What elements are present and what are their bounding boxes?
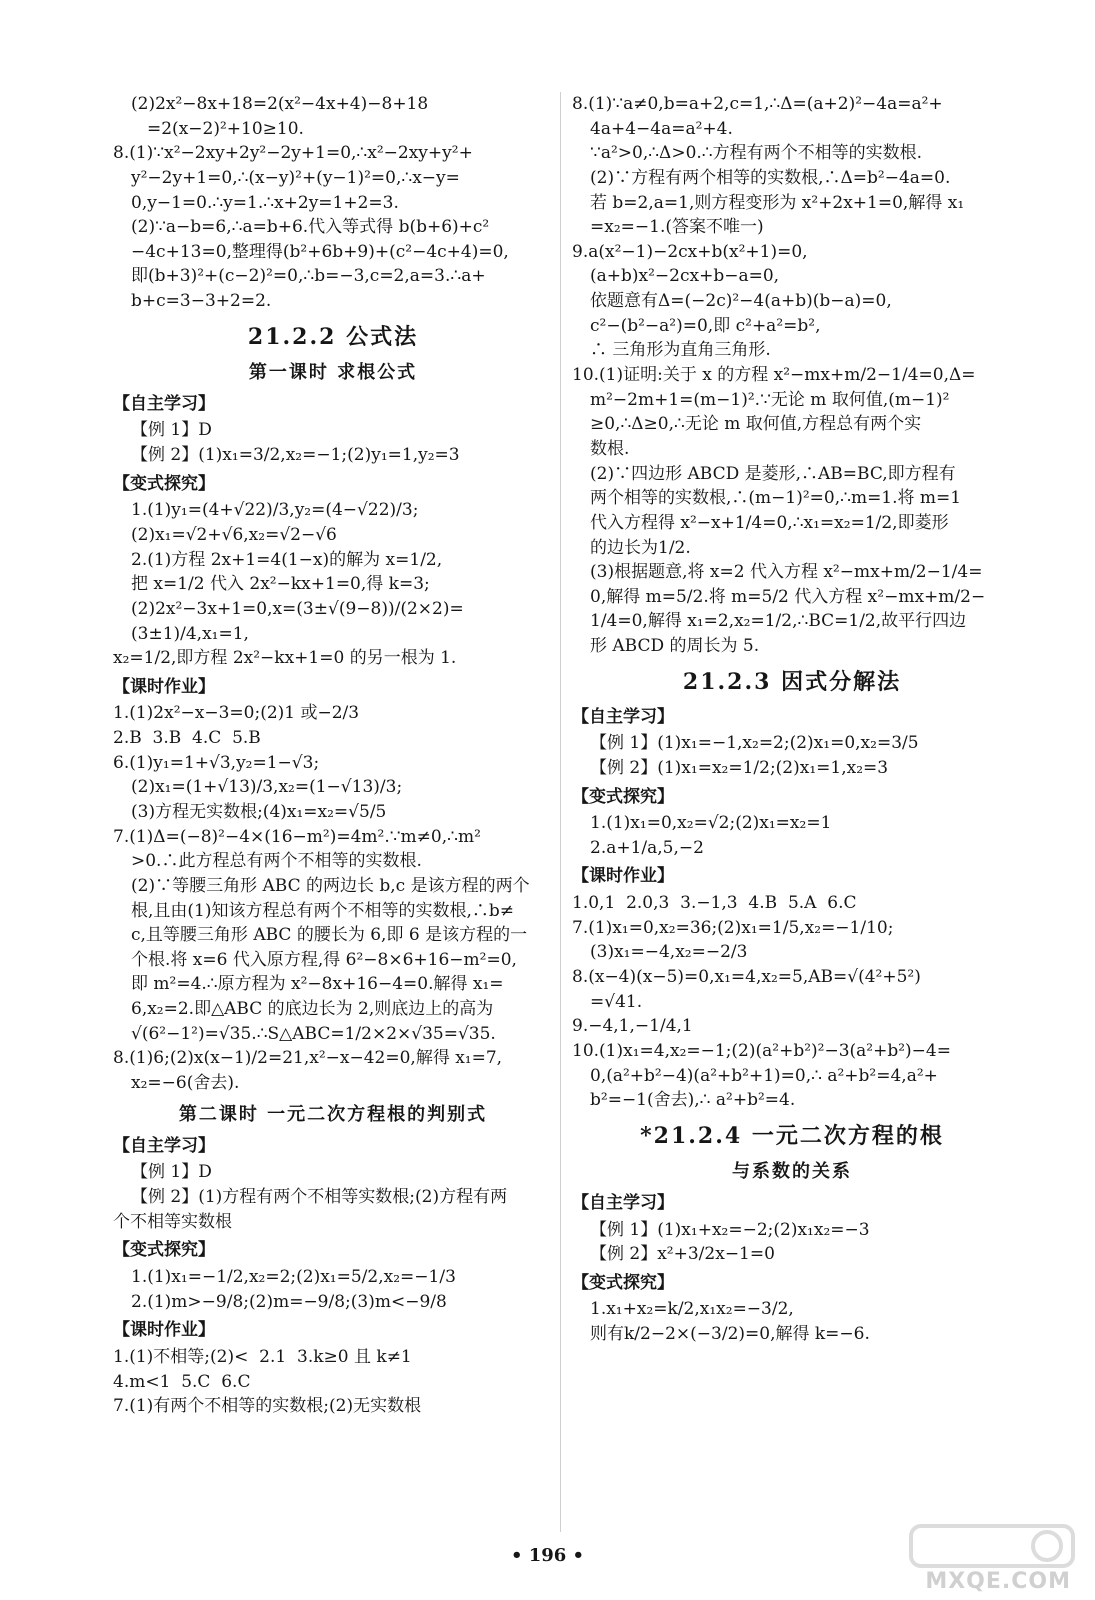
- section-tag: 【变式探究】: [113, 473, 215, 494]
- answer-line: 若 b=2,a=1,则方程变形为 x²+2x+1=0,解得 x₁: [590, 192, 965, 213]
- answer-line: =2(x−2)²+10≥10.: [147, 118, 304, 139]
- answer-line: =√41.: [590, 991, 643, 1012]
- answer-line: 7.(1)x₁=0,x₂=36;(2)x₁=1/5,x₂=−1/10;: [572, 917, 894, 938]
- lesson-title: 第二课时 一元二次方程根的判别式: [178, 1103, 488, 1125]
- answer-line: 【例 1】D: [131, 1162, 212, 1183]
- answer-line: (2)∵等腰三角形 ABC 的两边长 b,c 是该方程的两个: [131, 875, 530, 896]
- answer-line: 2.a+1/a,5,−2: [590, 837, 704, 858]
- answer-line: y²−2y+1=0,∴(x−y)²+(y−1)²=0,∴x−y=: [131, 167, 460, 188]
- answer-line: 【例 1】(1)x₁=−1,x₂=2;(2)x₁=0,x₂=3/5: [590, 733, 919, 754]
- page-number: • 196 •: [510, 1545, 585, 1566]
- answer-line: 8.(1)6;(2)x(x−1)/2=21,x²−x−42=0,解得 x₁=7,: [113, 1048, 503, 1069]
- answer-line: (3)方程无实数根;(4)x₁=x₂=√5/5: [131, 802, 387, 822]
- answer-line: (2)∵a−b=6,∴a=b+6.代入等式得 b(b+6)+c²: [131, 217, 490, 238]
- answer-line: √(6²−1²)=√35.∴S△ABC=1/2×2×√35=√35.: [131, 1023, 496, 1044]
- section-tag: 【自主学习】: [572, 1192, 674, 1213]
- answer-line: 7.(1)有两个不相等的实数根;(2)无实数根: [113, 1396, 422, 1417]
- answer-line: 9.−4,1,−1/4,1: [572, 1016, 693, 1037]
- answer-line: 代入方程得 x²−x+1/4=0,∴x₁=x₂=1/2,即菱形: [590, 512, 949, 533]
- answer-line: b+c=3−3+2=2.: [131, 291, 272, 312]
- answer-line: 数根.: [590, 438, 630, 459]
- answer-line: 根,且由(1)知该方程总有两个不相等的实数根,∴b≠: [131, 900, 515, 921]
- answer-line: 0,y−1=0.∴y=1.∴x+2y=1+2=3.: [131, 192, 399, 213]
- answer-line: 2.(1)方程 2x+1=4(1−x)的解为 x=1/2,: [131, 549, 443, 570]
- answer-line: 【例 2】(1)x₁=3/2,x₂=−1;(2)y₁=1,y₂=3: [131, 445, 460, 466]
- answer-line: 6.(1)y₁=1+√3,y₂=1−√3;: [113, 752, 320, 773]
- answer-line: 1.(1)x₁=0,x₂=√2;(2)x₁=x₂=1: [590, 813, 832, 834]
- section-title: *21.2.4 一元二次方程的根: [640, 1122, 944, 1149]
- answer-line: (2)x₁=√2+√6,x₂=√2−√6: [131, 524, 337, 545]
- answer-line: x₂=1/2,即方程 2x²−kx+1=0 的另一根为 1.: [113, 648, 457, 669]
- answer-line: ∵a²>0,∴Δ>0.∴方程有两个不相等的实数根.: [590, 143, 923, 164]
- lesson-title: 与系数的关系: [732, 1160, 852, 1182]
- answer-line: (2)2x²−3x+1=0,x=(3±√(9−8))/(2×2)=(3±1)/4,x₁=1,: [131, 598, 464, 644]
- answer-line: 两个相等的实数根,∴(m−1)²=0,∴m=1.将 m=1: [590, 488, 962, 509]
- answer-line: x₂=−6(舍去).: [131, 1073, 240, 1094]
- section-tag: 【变式探究】: [113, 1240, 215, 1261]
- section-tag: 【自主学习】: [572, 706, 674, 727]
- answer-line: 1.(1)不相等;(2)< 2.1 3.k≥0 且 k≠1: [113, 1346, 412, 1367]
- answer-line: 7.(1)Δ=(−8)²−4×(16−m²)=4m².∵m≠0,∴m²: [113, 826, 481, 847]
- answer-line: c²−(b²−a²)=0,即 c²+a²=b²,: [590, 315, 821, 336]
- answer-line: 依题意有Δ=(−2c)²−4(a+b)(b−a)=0,: [590, 291, 892, 312]
- section-tag: 【课时作业】: [572, 866, 674, 887]
- column-divider: [560, 92, 561, 1532]
- section-title: 21.2.3 因式分解法: [682, 668, 902, 695]
- answer-line: 个根.将 x=6 代入原方程,得 6²−8×6+16−m²=0,: [131, 949, 517, 970]
- answer-line: 1.(1)y₁=(4+√22)/3,y₂=(4−√22)/3;: [131, 500, 419, 521]
- answer-line: 1.(1)x₁=−1/2,x₂=2;(2)x₁=5/2,x₂=−1/3: [131, 1266, 456, 1287]
- section-title: 21.2.2 公式法: [247, 323, 419, 350]
- answer-line: 2.(1)m>−9/8;(2)m=−9/8;(3)m<−9/8: [131, 1291, 447, 1312]
- answer-line: 8.(x−4)(x−5)=0,x₁=4,x₂=5,AB=√(4²+5²): [572, 967, 921, 988]
- answer-line: 6,x₂=2.即△ABC 的底边长为 2,则底边上的高为: [131, 999, 494, 1020]
- answer-line: 个不相等实数根: [113, 1211, 232, 1232]
- answer-line: ≥0,∴Δ≥0,∴无论 m 取何值,方程总有两个实: [590, 414, 922, 435]
- answer-line: (2)∵四边形 ABCD 是菱形,∴AB=BC,即方程有: [590, 463, 956, 484]
- answer-line: 10.(1)x₁=4,x₂=−1;(2)(a²+b²)²−3(a²+b²)−4=: [572, 1040, 951, 1061]
- answer-line: −4c+13=0,整理得(b²+6b+9)+(c²−4c+4)=0,: [131, 241, 509, 262]
- answer-line: 【例 1】D: [131, 420, 212, 441]
- answer-line: (3)x₁=−4,x₂=−2/3: [590, 942, 748, 963]
- answer-line: 4.m<1 5.C 6.C: [113, 1371, 251, 1392]
- answer-line: 的边长为1/2.: [590, 537, 691, 558]
- answer-line: 【例 2】(1)方程有两个不相等实数根;(2)方程有两: [131, 1187, 508, 1208]
- answer-line: 2.B 3.B 4.C 5.B: [113, 728, 261, 749]
- answer-line: 1.x₁+x₂=k/2,x₁x₂=−3/2,: [590, 1299, 794, 1320]
- answer-line: 10.(1)证明:关于 x 的方程 x²−mx+m/2−1/4=0,Δ=: [572, 365, 976, 386]
- answer-line: 0,解得 m=5/2.将 m=5/2 代入方程 x²−mx+m/2−: [590, 586, 986, 607]
- answer-line: 4a+4−4a=a²+4.: [590, 118, 733, 139]
- section-tag: 【变式探究】: [572, 1272, 674, 1293]
- answer-line: 把 x=1/2 代入 2x²−kx+1=0,得 k=3;: [131, 574, 430, 595]
- answer-line: (2)∵方程有两个相等的实数根,∴Δ=b²−4a=0.: [590, 167, 951, 188]
- answer-line: 8.(1)∵x²−2xy+2y²−2y+1=0,∴x²−2xy+y²+: [113, 143, 473, 164]
- answer-line: c,且等腰三角形 ABC 的腰长为 6,即 6 是该方程的一: [131, 925, 528, 946]
- right-column: [572, 92, 1012, 1347]
- answer-line: 8.(1)∵a≠0,b=a+2,c=1,∴Δ=(a+2)²−4a=a²+: [572, 94, 943, 114]
- answer-line: 1.0,1 2.0,3 3.−1,3 4.B 5.A 6.C: [572, 893, 857, 914]
- answer-line: 0,(a²+b²−4)(a²+b²+1)=0,∴ a²+b²=4,a²+: [590, 1065, 938, 1086]
- section-tag: 【课时作业】: [113, 676, 215, 697]
- answer-line: 【例 2】x²+3/2x−1=0: [590, 1244, 775, 1265]
- answer-line: (3)根据题意,将 x=2 代入方程 x²−mx+m/2−1/4=: [590, 562, 983, 583]
- answer-line: (2)x₁=(1+√13)/3,x₂=(1−√13)/3;: [131, 777, 403, 798]
- answer-line: 9.a(x²−1)−2cx+b(x²+1)=0,: [572, 241, 808, 262]
- answer-line: 即 m²=4.∴原方程为 x²−8x+16−4=0.解得 x₁=: [131, 974, 504, 995]
- answer-line: ∴ 三角形为直角三角形.: [590, 340, 771, 361]
- section-tag: 【变式探究】: [572, 786, 674, 807]
- answer-line: 形 ABCD 的周长为 5.: [590, 636, 760, 657]
- answer-line: m²−2m+1=(m−1)².∵无论 m 取何值,(m−1)²: [590, 389, 950, 410]
- section-tag: 【自主学习】: [113, 1135, 215, 1156]
- answer-line: =x₂=−1.(答案不唯一): [590, 217, 764, 238]
- answer-line: b²=−1(舍去),∴ a²+b²=4.: [590, 1090, 796, 1111]
- answer-line: 即(b+3)²+(c−2)²=0,∴b=−3,c=2,a=3.∴a+: [131, 266, 486, 287]
- section-tag: 【自主学习】: [113, 393, 215, 414]
- answer-line: 则有k/2−2×(−3/2)=0,解得 k=−6.: [590, 1324, 870, 1345]
- left-column: [113, 92, 553, 1419]
- answer-line: (2)2x²−8x+18=2(x²−4x+4)−8+18: [131, 94, 429, 114]
- lesson-title: 第一课时 求根公式: [248, 361, 418, 383]
- answer-line: 1.(1)2x²−x−3=0;(2)1 或−2/3: [113, 703, 360, 724]
- answer-line: >0.∴此方程总有两个不相等的实数根.: [131, 851, 422, 872]
- watermark-text: MXQE.COM: [925, 1569, 1071, 1594]
- answer-line: 1/4=0,解得 x₁=2,x₂=1/2,∴BC=1/2,故平行四边: [590, 611, 967, 632]
- answer-line: (a+b)x²−2cx+b−a=0,: [590, 266, 780, 287]
- answer-line: 【例 1】(1)x₁+x₂=−2;(2)x₁x₂=−3: [590, 1219, 870, 1240]
- answer-line: 【例 2】(1)x₁=x₂=1/2;(2)x₁=1,x₂=3: [590, 757, 889, 778]
- section-tag: 【课时作业】: [113, 1320, 215, 1341]
